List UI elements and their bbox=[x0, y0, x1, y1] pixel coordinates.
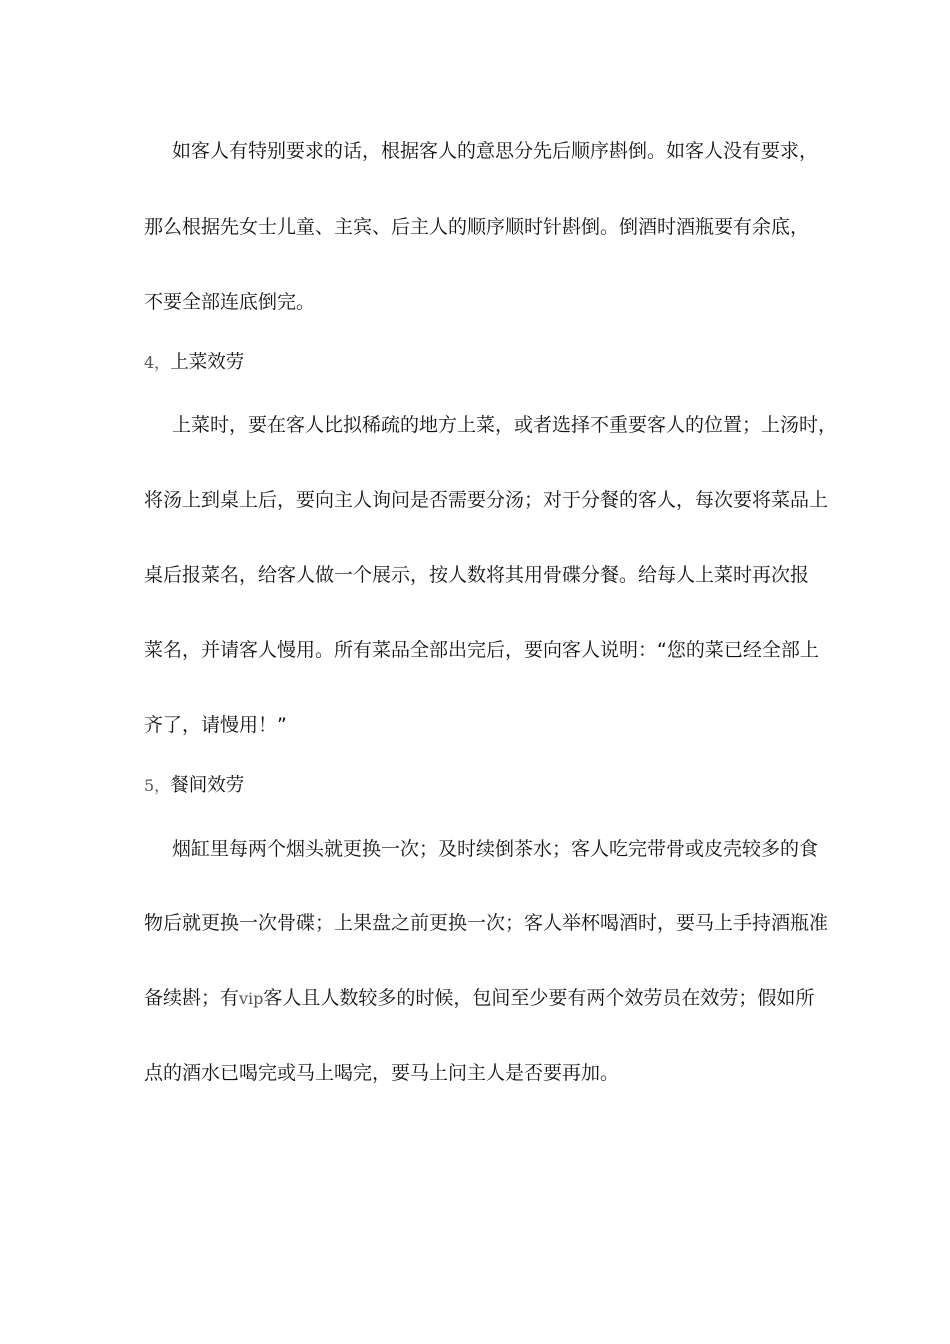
section-title-5: 餐间效劳 bbox=[170, 775, 245, 796]
section-number-4: 4， bbox=[144, 353, 171, 372]
paragraph-line-5: 将汤上到桌上后，要向主人询问是否需要分汤；对于分餐的客人，每次要将菜品上 bbox=[144, 489, 829, 511]
paragraph-line-6: 桌后报菜名，给客人做一个展示，按人数将其用骨碟分餐。给每人上菜时再次报 bbox=[144, 564, 810, 586]
section-number-5: 5， bbox=[144, 776, 171, 795]
section-title-4: 上菜效劳 bbox=[170, 352, 245, 373]
paragraph-line-8: 齐了，请慢用！” bbox=[144, 714, 287, 736]
paragraph-line-7: 菜名，并请客人慢用。所有菜品全部出完后，要向客人说明：“您的菜已经全部上 bbox=[144, 639, 819, 661]
paragraph-line-1: 如客人有特别要求的话，根据客人的意思分先后顺序斟倒。如客人没有要求， bbox=[172, 140, 819, 162]
paragraph-line-11 bbox=[144, 986, 814, 1011]
vip-line-prefix: 备续斟；有 bbox=[144, 987, 240, 1009]
paragraph-line-3: 不要全部连底倒完。 bbox=[144, 291, 316, 313]
vip-line-suffix: 客人且人数较多的时候，包间至少要有两个效劳员在效劳；假如所 bbox=[263, 987, 815, 1009]
paragraph-line-10: 物后就更换一次骨碟；上果盘之前更换一次；客人举杯喝酒时，要马上手持酒瓶准 bbox=[144, 912, 829, 934]
vip-text: vip bbox=[239, 989, 264, 1008]
paragraph-line-12: 点的酒水已喝完或马上喝完，要马上问主人是否要再加。 bbox=[144, 1062, 620, 1084]
paragraph-line-9: 烟缸里每两个烟头就更换一次；及时续倒茶水；客人吃完带骨或皮壳较多的食 bbox=[172, 838, 819, 860]
paragraph-line-2: 那么根据先女士儿童、主宾、后主人的顺序顺时针斟倒。倒酒时酒瓶要有余底， bbox=[144, 216, 810, 238]
section-heading-4 bbox=[144, 351, 814, 375]
paragraph-line-4: 上菜时，要在客人比拟稀疏的地方上菜，或者选择不重要客人的位置；上汤时， bbox=[172, 414, 838, 436]
section-heading-5 bbox=[144, 774, 814, 798]
